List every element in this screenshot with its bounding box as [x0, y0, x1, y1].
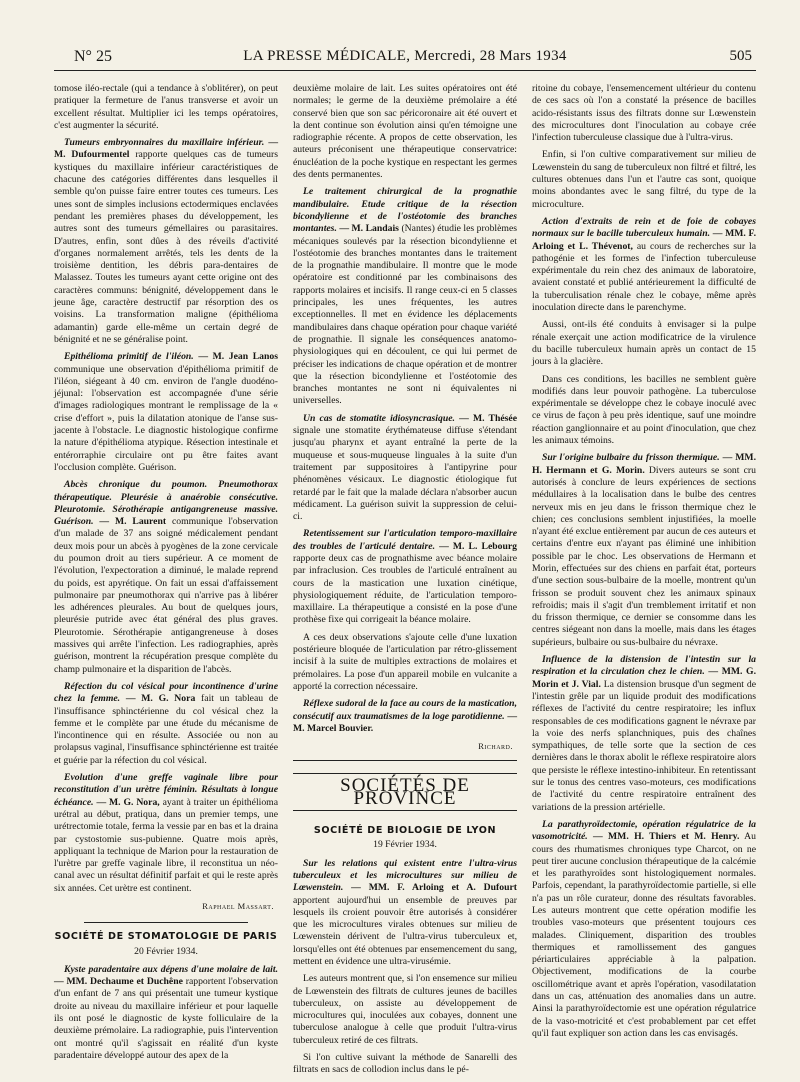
article-title: Evolution d'une greffe vaginale libre pour reconstitution d'un urètre féminin. Résultats à longue échéance.	[54, 772, 278, 808]
article-text: communique l'observation d'un malade de 37 ans soigné médicalement pendant deux mois pour un abcès à pyogènes de la zone cervicale du poumon droit au tiers supérieur. A ce moment de l'évolution, l'expectoration a diminué, le malade reprend du poids, est apyrétique. On fait un essai d'affaissement pulmonaire par pneumothorax qui n'arrive pas à libérer les adhérences pleurales. Au bout de quelques jours, pleurésie putride avec état général des plus graves. Pleurotomie. Sérothérapie antigangreneuse à doses massives qui arrête l'infection. Les radiographies, après guérison, montrent la récupération presque complète du champ pulmonaire et la disparition de l'abcès.	[54, 516, 278, 675]
article-text: rapporte deux cas de prognathisme avec béance molaire par infraclusion. Ces troubles de l'articulé entraînent au cours de la mastication une luxation cinétique, physiologiquement réduite, de l'articulation temporo-maxillaire. La thérapeutique a consisté en la pose d'une prothèse fixe qui corrigeait la béance molaire.	[293, 552, 517, 626]
article-title: Sur l'origine bulbaire du frisson thermique.	[542, 452, 720, 464]
article	[293, 858, 517, 969]
paragraph: Les auteurs montrent que, si l'on ensemence sur milieu de Lœwenstein des filtrats de cultures jeunes de bacilles tuberculeux, on assiste au développement de microcultures qui, inoculées aux cobayes, donnent une tuberculose analogue à celle que produit l'ultra-virus tuberculeux retiré de ces filtrats.	[293, 973, 517, 1046]
article-authors: — M. G. Nora	[125, 693, 196, 705]
article-text: Au cours des rhumatismes chroniques type Charcot, on ne peut tirer aucune conclusion thérapeutique de la calcémie et les parathyroïdes sont histologiquement normales. Parfois, cependant, la parathyroïdectomie partielle, si elle n'a pas un rôle curateur, donne des résultats favorables. Les auteurs montrent que cette opération modifie les troubles vaso-moteurs que présentent toujours ces malades. Cliniquement, disparition des troubles thermiques et ramollissement des gangues périarticulaires appréciable à la palpation. Objectivement, modifications de la courbe oscillométrique avant et après l'opération, vasodilatation dans un cas, atténuation des anomalies dans un autre. Ainsi la parathyroïdectomie est une opération régulatrice de la vaso-motricité et c'est probablement par cet effet qu'il faut expliquer son action dans les cas envisagés.	[532, 831, 757, 1039]
article	[532, 654, 756, 814]
article-title: Un cas de stomatite idiosyncrasique.	[303, 412, 455, 424]
article-authors: — M. Landais	[339, 223, 399, 235]
article-authors: — M. L. Lebourg	[439, 540, 518, 552]
article-text: rapporte quelques cas de tumeurs kystiques du maxillaire inférieur caractéristiques de chacune des catégories différentes dans lesquelles il semble qu'on puisse faire entrer toutes ces tumeurs. Les unes sont de simples inclusions ectodermiques enclavées pendant les premières phases du développement, les autres sont des tumeurs gémellaires ou parasitaires. D'autres, enfin, sont dûes à des réveils d'activité d'organes normalement arrêtés, tels les dents de la troisième dentition, les débris para-dentaires de Malassez. Toutes les tumeurs ayant cette origine ont des caractères communs: bénignité, développement dans le jeune âge, caractère destructif par résorption des os voisins. La transformation maligne (épithélioma adamantin) garde elle-même un certain degré de bénignité et ne se généralise point.	[54, 149, 278, 345]
society-heading: SOCIÉTÉ DE BIOLOGIE DE LYON	[313, 825, 497, 837]
journal-title: LA PRESSE MÉDICALE, Mercredi, 28 Mars 1934	[243, 48, 567, 64]
article-authors: — MM. F. Arloing et L. Thévenot,	[532, 228, 757, 252]
paragraph: A ces deux observations s'ajoute celle d'une luxation postérieure bloquée de l'articulation par rétro-glissement incisif à la suite de multiples extractions de molaires et prémolaires. La pose d'un appareil mobile en vulcanite a apporté la correction nécessaire.	[293, 631, 517, 692]
article	[293, 698, 517, 735]
article	[54, 351, 278, 474]
article-title: Tumeurs embryonnaires du maxillaire inférieur.	[64, 137, 265, 149]
article-authors: — M. Marcel Bouvier.	[293, 710, 517, 734]
article-text: communique une observation d'épithélioma primitif de l'iléon, siégeant à 40 cm. environ de l'angle duodéno-jéjunal: l'observation est accompagnée d'une série d'images radiologiques montrant le remplissage de la « crise d'effort », puis la dilatation atonique de l'anse sus-jacente à l'obstacle. Le diagnostic histologique confirme la nature d'épithélioma atypique. Résection intestinale et entérorraphie circulaire ont pu être faites avant l'occlusion complète. Guérison.	[54, 363, 278, 473]
article-text: signale une stomatite érythémateuse diffuse s'étendant jusqu'au pharynx et ayant entraîné la perte de la muqueuse et sous-muqueuse linguales à la suite d'un traitement par suppositoires à l'antipyrine pour phénomènes vésicaux. Le diagnostic étiologique fut retardé par le fait que la malade déclara n'absorber aucun médicament. La guérison suivit la suppression de celui-ci.	[293, 425, 517, 523]
article-title: Epithélioma primitif de l'iléon.	[64, 351, 194, 363]
article-authors: — M. G. Nora,	[96, 796, 160, 808]
session-date: 20 Février 1934.	[134, 945, 198, 957]
article-title: Action d'extraits de rein et de foie de cobayes normaux sur le bacille tuberculeux humain.	[532, 215, 756, 240]
article-title: Influence de la distension de l'intestin sur la respiration et la circulation chez le chien.	[532, 654, 756, 678]
article-text: rapportent l'observation d'un enfant de 7 ans qui présentait une tumeur kystique droite au niveau du maxillaire inférieur et pour laquelle ils ont posé le diagnostic de kyste folliculaire de la deuxième prémolaire. La radiographie, puis l'intervention ont montré qu'il s'agissait en réalité d'un kyste paradentaire développé autour des apex de la	[54, 976, 278, 1061]
article-text: apportent aujourd'hui un ensemble de preuves par lesquels ils croient pouvoir être autorisés à considérer que les microcultures virales obtenues sur milieu de Lœwenstein dérivent de l'ultra-virus tuberculeux et, lorsqu'elles ont été obtenues par ensemencement du sang, mettent en évidence une ultra-virusémie.	[293, 894, 517, 967]
article-title: Réfection du col vésical pour incontinence d'urine chez la femme.	[54, 680, 278, 705]
paragraph: tomose iléo-rectale (qui a tendance à s'oblitérer), on peut pratiquer la fermeture de l'anus transverse et avoir un excellent résultat. Multiplier ici les temps opératoires, c'est augmenter la sécurité.	[54, 83, 278, 131]
section-banner: SOCIÉTÉS DE PROVINCE	[293, 773, 517, 811]
article-authors: — M. Jean Lanos	[198, 351, 279, 363]
article	[293, 186, 517, 407]
article-title: Kyste paradentaire aux dépens d'une molaire de lait.	[64, 963, 278, 975]
issue-number: N° 25	[74, 48, 112, 65]
column-2	[293, 83, 517, 1082]
session-date: 19 Février 1934.	[373, 839, 437, 851]
article-text: La distension brusque d'un segment de l'intestin grêle par un liquide produit des modifications réflexes de l'activité du centre respiratoire; les influx responsables de ces modifications gagnent le névraxe par la voie des nerfs splanchniques, puis des chaînes sympathiques, de telle sorte que la section de ces dernières dans le thorax abolit le réflexe respiratoire alors que persiste le réflexe intestino-inhibiteur. En retentissant sur le tonus des centres vaso-moteurs, ces modifications de l'activité du centre respiratoire entraînent des variations de la pression artérielle.	[532, 678, 756, 813]
article-title: La parathyroïdectomie, opération régulatrice de la vasomotricité.	[532, 818, 756, 843]
article-text: fait un tableau de l'insuffisance sphinctérienne du col vésical chez la femme et le complète par une étude du mécanisme de l'incontinence qui en résulte. Associée ou non au prolapsus vaginal, l'insuffisance sphinctérienne est traitée et guérie par la réfection du col vésical.	[54, 693, 278, 766]
article-authors: — MM. H. Thiers et M. Henry.	[593, 831, 740, 843]
article	[293, 413, 517, 524]
paragraph: Si l'on cultive suivant la méthode de Sanarelli des filtrats en sacs de collodion inclus dans le pé-	[293, 1052, 517, 1076]
article-authors: — M. Dufourmentel	[54, 137, 278, 161]
divider	[84, 922, 248, 923]
article	[293, 528, 517, 626]
paragraph: Enfin, si l'on cultive comparativement sur milieu de Lœwenstein du sang de tuberculeux non filtré et filtré, les cultures obtenues dans l'un et l'autre cas sont, quoique moins abondantes avec le sang filtré, du type de la microculture.	[532, 149, 756, 210]
article-text: ayant à traiter un épithélioma urétral au début, pratiqua, dans un premier temps, une urétrectomie totale, ferma la vessie par en bas et la draina par cystostomie sus-pubienne. Quatre mois après, appliquant la technique de Marion pour la restauration de l'urètre par greffe vaginale libre, il reconstitua un néo-canal avec un résultat définitif parfait et qui le reste après six années. Cet urètre est continent.	[54, 796, 279, 894]
paragraph: Dans ces conditions, les bacilles ne semblent guère modifiés dans leur pouvoir pathogène. La tuberculose expérimentale se développe chez le cobaye inoculé avec ce virus de façon à peu près identique, sauf une moindre réaction ganglionnaire et au point d'inoculation, que chez les animaux témoins.	[532, 373, 756, 447]
article	[54, 479, 278, 676]
signature: Raphael Massart.	[202, 901, 274, 911]
article	[54, 681, 278, 767]
article	[54, 137, 278, 346]
article	[54, 772, 278, 895]
article-authors: — MM. H. Hermann et G. Morin.	[532, 452, 756, 476]
article-title: Sur les relations qui existent entre l'ultra-virus tuberculeux et les microcultures sur milieu de Lœwenstein.	[293, 857, 517, 894]
text-columns	[54, 83, 756, 1082]
article-text: Divers auteurs se sont cru autorisés à conclure de leurs expériences de sections médullaires à la localisation dans le bulbe des centres nerveux mis en jeu dans le frisson thermique chez le chien; ces conclusions semblent injustifiées, la moelle n'ayant été exclue entièrement par aucun de ces auteurs et certains d'entre eux n'ayant pas éliminé une inhibition possible par le choc. Les observations de Hermann et Morin, effectuées sur des chiens en parfait état, porteurs d'une section sous-bulbaire de la moelle, montrent qu'un frisson se produit souvent chez les animaux spinaux refroidis; mais il s'agit d'un tremblement irritatif et non du frisson thermique, ce dernier se consomme dans les centres siégeant non dans la moelle, mais dans les étages supérieurs, bulbaire ou sus-bulbaire du névraxe.	[532, 464, 756, 648]
column-3	[532, 83, 756, 1082]
society-heading: SOCIÉTÉ DE STOMATOLOGIE DE PARIS	[54, 931, 278, 943]
article	[54, 964, 278, 1062]
article-authors: — M. Thésée	[459, 412, 518, 424]
article-title: Retentissement sur l'articulation temporo-maxillaire des troubles de l'articulé dentaire.	[293, 528, 517, 552]
article-title: Abcès chronique du poumon. Pneumothorax thérapeutique. Pleurésie à anaérobie consécutive. Pleurotomie. Sérothérapie antigangreneuse massive. Guérison.	[54, 479, 278, 528]
article-authors: — MM. G. Morin et J. Vial.	[532, 666, 757, 690]
article-text: (Nantes) étudie les problèmes mécaniques soulevés par la résection bicondylienne et l'ostéotomie des branches montantes dans le traitement de la prognathie mandibulaire. Il montre que le mode opératoire est conditionné par les combinaisons des rapports molaires et incisifs. Il range ceux-ci en 5 classes principales, les unes fréquentes, les autres exceptionnelles. Il met en évidence les déplacements mandibulaires dans chaque opération pour chaque variété de prognathie. Il signale les conséquences anatomo-physiologiques qui en découlent, ce qui lui permet de préciser les indications de chaque opération et de montrer que la résection bicondylienne et l'ostéotomie des branches montantes ne sont ni équivalentes ni universelles.	[293, 223, 518, 407]
paragraph: deuxième molaire de lait. Les suites opératoires ont été normales; le germe de la deuxième prémolaire a été conservé bien que son sac péricoronaire ait été ouvert et la dent continue son évolution ainsi qu'en témoigne une radiographie récente. A propos de cette observation, les auteurs préconisent une thérapeutique conservatrice: énucléation de la poche kystique en respectant les germes des dents permanentes.	[293, 83, 517, 181]
article-authors: — MM. Dechaume et Duchêne	[54, 976, 183, 988]
article-title: Réflexe sudoral de la face au cours de la mastication, consécutif aux traumatismes de la loge parotidienne.	[293, 698, 517, 722]
article	[532, 216, 756, 314]
article-authors: — M. Laurent	[99, 516, 167, 528]
column-1	[54, 83, 278, 1082]
article	[532, 452, 756, 649]
article-title: Le traitement chirurgical de la prognathie mandibulaire. Etude critique de la résection bicondylienne et de l'ostéotomie des branches montantes.	[293, 186, 517, 235]
page-header	[54, 48, 756, 71]
paragraph: Aussi, ont-ils été conduits à envisager si la pulpe rénale exerçait une action modificatrice de la virulence du bacille tuberculeux humain après un contact de 15 jours à la glacière.	[532, 319, 756, 368]
article-authors: — MM. F. Arloing et A. Dufourt	[351, 882, 518, 894]
article	[532, 819, 756, 1040]
page-number: 505	[729, 48, 752, 64]
signature: Richard.	[478, 741, 513, 752]
article-text: au cours de recherches sur la pathogénie et les formes de l'infection tuberculeuse expérimentale du rein chez des animaux de laboratoire, avaient constaté et publié antérieurement la difficulté de la tuberculisation rénale chez le cobaye, même après inoculation directe dans le parenchyme.	[532, 240, 757, 314]
paragraph: ritoine du cobaye, l'ensemencement ultérieur du contenu de ces sacs où l'on a constaté la présence de bacilles acido-résistants issus des filtrats donne sur Lœwenstein des microcultures dont l'inoculation au cobaye crée l'infection tuberculeuse classique due à l'ultra-virus.	[532, 83, 756, 144]
section-banner-frame	[293, 760, 517, 811]
